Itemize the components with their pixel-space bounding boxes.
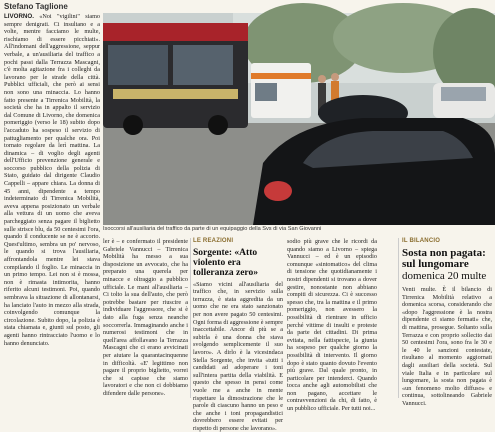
byline: Stefano Taglione: [4, 2, 68, 11]
bilancio-box: [402, 238, 492, 407]
reactions-text: «Siamo vicini all'ausiliaria del traffico che, in servizio sulla terrazza, è stata aggredita da un uomo che ne era stato sanzionato per non avere pagato 50 centesimi. Ogni forma di aggressione è sempre inaccettabile. Ancor di più se a subirla è una donna che stava svolgendo semplicemente il suo lavoro». A dirlo è la vicesindaca Stella Sorgente, che invita «tutti i candidati ad adoperare i toni sull'intera partita della viabilità. E questo che spesso in pensi come vuole me a anche in mente rispettare la dimostrazione che le parole di ciascuno hanno un peso e che anche i toni propagandistici dovrebbero essere evitati per rispetto di persone che lavorano».: [193, 280, 283, 432]
column-text: ler è – e confermato il presidente Gabriele Vannucci – Tirrenica Mobilità ha messo a sua disposizione un avvocato, che ha preparato una querela per minacce e oltraggio a pubblico ufficiale. Le mani all'ausiliaria – Ci tolto la sua dell'auto, che però potrebbe bastare per riuscire a individuare l'aggressore, che si è dato alla fuga senza neanche soccorrerla. Immaginando anche i numerosi testimoni che in quell'area affollavano la Terrazza Mascagni che ci erano avvicinati per aiutare la quarantacinquenne in difficoltà. «E' legittimo non pagare il proprio biglietto, vorrei che si capisse che siamo lavoratori e che non ci dobbiamo difendere dalle persone».: [103, 238, 188, 397]
left-article-body: «Noi "vigilini" siamo sempre denigrati. Ci insultano e a volte, mentre facciamo le multe, rischiamo di essere picchiati». All'indomani dell'aggressione, seppur verbale, a un'ausiliaria del traffico a pochi passi dalla Terrazza Mascagni, c'è molta agitazione fra i colleghi da lavorano per le strade della città. Pubblici ufficiali, che però ai sensi non sono una minaccia. Lo hanno fatto presente a Tirrenica Mobilità, la società che ha in appalto il servizio dal Comune di Livorno, che domenica pomeriggio (verso le 18) subito dopo l'accaduto ha sospeso il servizio di pattugliamento per qualche ora. Poi tornato regolare da lerì mattina. La dinamica – di voglio degli agenti dell'Ufficio prevenzione generale e soccorso pubblico della polizia di Stato, guidato dal dirigente Claudio Cappelli – appare chiara. La donna di 45 anni, dipendente a tempo indeterminato di Tirrenica Mobilità, aveva appena posizionato un verbale alla vettura di un uomo che aveva parcheggiato senza pagare il biglietto sulle strisce blu, da 50 centesimi l'ora, quando il conducente se ne è accorto. Quest'ultimo, sembra un po' nervoso, le quando si trova l'ausiliaria, affrontandola mentre lei stava compilando il foglio. Le minaccia in un primo tempo. Lei non si è mossa, non è rimasta intimorita, hanno riferito alcuni testimoni. Poi, quando sembrava la situazione di allontanarsi, ha lanciato l'auto in mezzo alla strada, coinvolgendo comunque la circolazione. Subito dopo, la polizia è stata chiamata e, giunti sul posto, gli agenti hanno rintracciato l'uomo e lo hanno denunciato.: [4, 13, 100, 347]
column-divider: [190, 238, 191, 398]
column-divider-right: [398, 238, 399, 398]
bilancio-headline-main: Sosta non pagata: sul lungomare: [402, 246, 486, 271]
column-text-right: sodio più grave che le ricordi da quando siamo a Livorno – spiega Vannucci – ed è un episodio comunque «sintomatico» del clima di tensione che quotidianamente i nostri dipendenti si trovano a dover gestire, nonostante non abbiano compiti di sicurezza. Ci è successo spesso che, tra la mattina e il primo pomeriggio, non avessero la possibilità di rientrare in ufficio perché vittime di insulti e proteste da parte dei cittadini. Di prima evitata, nella fattispecie, la giunta ha sospeso per qualche giorno la possibilità di intervento. Il giorno dopo è stato quanto dovuto l'evento più grave. Dal quale pronto, in particolare per intenderci. Quando tocca anche agli automobilisti che non pagano, accettare le contravvenzioni da chi, di fatto, è un pubblico ufficiale. Per tutti noi...: [287, 238, 377, 413]
bilancio-headline-sub: domenica 20 multe: [402, 269, 487, 282]
news-photo: [103, 13, 495, 225]
reactions-headline: Sorgente: «Atto violento era tolleranza zero»: [193, 247, 258, 278]
article-column-right: [287, 238, 377, 413]
left-article-text: [4, 13, 100, 347]
bilancio-headline: [402, 248, 492, 283]
dateline: LIVORNO.: [4, 13, 34, 20]
reactions-box: [193, 238, 283, 432]
bilancio-text: Venti multe. È il bilancio di Tirrenica Mobilità relativo a domenica scorsa, considerando che «dopo l'aggressione è la nostra dipendente ci siamo fermati» che, di mattina, prosegue. Soltanto sulla Terrazza e con proprio sollecito dai 50 centesimi l'ora, sono fra le 30 e le 40 le sanzioni contestate, risultano al momento aggiornati dagli ausiliari della società. Sul viale Italia e in particolare sul lungomare, la sosta non pagata è «un fenomeno molto diffuso» e continua, sottolineando Gabriele Vannucci.: [402, 286, 492, 407]
reactions-kicker: LE REAZIONI: [193, 238, 234, 244]
street-scene-illustration: [103, 13, 495, 225]
article-column-continued: [103, 238, 188, 398]
photo-caption: Isoccorsi all'ausiliaria del traffico da parte di un equipaggio della Svs di via San Giovanni: [103, 226, 322, 232]
left-article-column: [4, 13, 100, 397]
bilancio-kicker: IL BILANCIO: [402, 238, 441, 244]
